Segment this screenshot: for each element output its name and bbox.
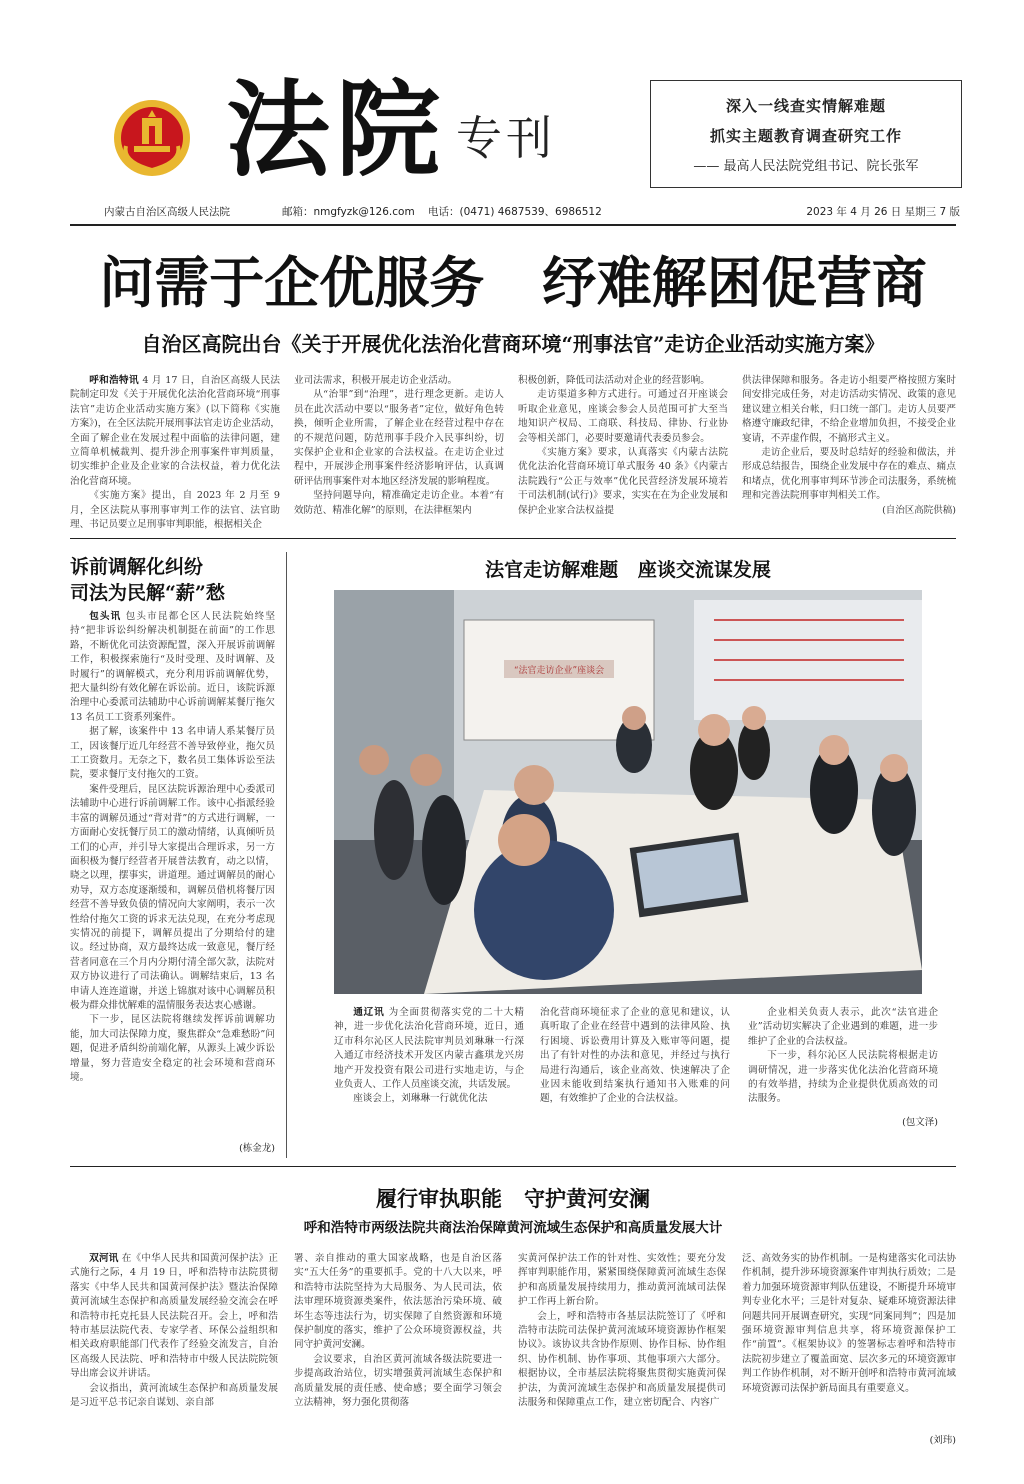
main-headline: 问需于企优服务 纾难解困促营商 [99,250,927,315]
masthead-title-main: 法院 [226,68,447,191]
bottom-article-signature: (刘玮) [929,1435,956,1446]
left-article-dateline: 包头讯 [89,611,122,622]
court-emblem [112,98,192,178]
bottom-article-title: 履行审执职能 守护黄河安澜 [376,1186,650,1211]
masthead-info-bar [104,204,960,220]
publisher: 内蒙古自治区高级人民法院 [104,206,230,218]
photo-article-col-2: 治化营商环境征求了企业的意见和建议，认真听取了企业在经营中遇到的法律风险、执行困境、诉讼费用计算及入账审等问题，提出了有针对性的办法和意见，并经过与执行局进行沟通后，该企业高效、快速解决了企业因未能收到结案执行通知书入账难的问题，有效维护了企业的合法权益。 [540,1007,730,1105]
photo-article-signature: (包文泽) [902,1117,938,1128]
lead-article-col-2: 业司法需求，积极开展走访企业活动。 从“治罪”到“治理”，进行理念更新。走访人员在此次活动中要以“服务者”定位，做好角色转换，倾听企业所需，了解企业在经营过程中存在的不规范问题，防范刑事手段介入民事纠纷，切实保护企业和企业家的合法权益。在走访企业过程中，开展涉企刑事案件经济影响评估，认真调研评估刑事案件对本地区经济发展的影响程度。 坚持问题导向，精准确定走访企业。本着“有效防范、精准化解”的原则，在法律框架内 [294,375,504,516]
section-rule-2 [70,1166,956,1167]
left-article-body: 包头讯 包头市昆都仑区人民法院始终坚持“把非诉讼纠纷解决机制挺在前面”的工作思路，不断优化司法资源配置，深入开展诉前调解工作，积极探索施行“及时受理、及时调解、及时履行”的调解模式，充分利用诉前调解优势，把大量纠纷有效化解在诉讼前。近日，该院诉源治理中心委派司法辅助中心诉前调解某餐厅拖欠 13 名员工工资系列案件。 据了解，该案件中 13 名申请人系某餐厅员工，因该餐厅近几年经营不善导致停业，拖欠员工工资数月。无奈之下，数名员工集体诉讼至法院，要求餐厅支付拖欠的工资。 案件受理后，昆区法院诉源治理中心委派司法辅助中心进行诉前调解工作。该中心指派经验丰富的调解员通过“背对背”的方式进行调解，一方面耐心安抚餐厅员工的激动情绪，认真倾听员工们的心声，并引导大家提出合理诉求，另一方面积极为餐厅经营者开展普法教育，动之以情，晓之以理，摆事实，讲道理。通过调解员的耐心劝导，双方态度逐渐缓和，调解员借机将餐厅因经营不善导致负债的情况向大家阐明，表示一次性给付拖欠工资的诉求无法兑现，在充分考虑现实情况的前提下，调解员提出了分期给付的建议。经过协商，双方最终达成一致意见，餐厅经营者同意在三个月内分期付清全部欠款，法院对双方协议进行了司法确认。调解结束后，13 名申请人连连道谢，并送上锦旗对该中心调解员积极为群众排忧解难的温情服务表达衷心感谢。 下一步，昆区法院将继续发挥诉前调解功能，加大司法保障力度，聚焦群众“急难愁盼”问题，促进矛盾纠纷前端化解，从源头上减少诉讼增量，努力营造安全稳定的社会环境和营商环境。 [70,611,275,1083]
lead-article-signature: (自治区高院供稿) [882,504,956,516]
meeting-photo [334,590,922,994]
left-column-divider [286,552,287,1158]
quote-line-2: 抓实主题教育调查研究工作 [709,127,902,145]
left-article-title [70,554,290,606]
lead-article-dateline: 呼和浩特讯 [89,375,139,386]
photo-section-title: 法官走访解难题 座谈交流谋发展 [485,559,771,581]
left-article-title-line-1: 诉前调解化纠纷 [70,556,204,578]
masthead-title [226,70,446,190]
screen-text: “法官走访企业”座谈会 [513,666,605,676]
photo-article-col-3: 企业相关负责人表示，此次“法官进企业”活动切实解决了企业遇到的难题，进一步维护了企业的合法权益。 下一步，科尔沁区人民法院将根据走访调研情况，进一步落实优化法治化营商环境的有效举措，持续为企业提供优质高效的司法服务。 [748,1007,938,1105]
masthead-rule [70,224,956,226]
lead-article-col-4: 供法律保障和服务。各走访小组要严格按照方案时间安排完成任务，对走访活动实情况、政策的意见建议建立相关台帐，归口统一部门。走访人员要严格遵守廉政纪律，不给企业增加负担，不接受企业宴请，不弄虚作假，不搞形式主义。 走访企业后，要及时总结好的经验和做法，并形成总结报告，围绕企业发展中存在的难点、痛点和堵点，优化刑事审判环节涉企司法服务，系统梳理和完善法院刑事审判相关工作。 (自治区高院供稿) [742,374,956,526]
issue-date: 2023 年 4 月 26 日 星期三 7 版 [806,206,960,218]
phone: 电话：(0471) 4687539、6986512 [428,206,602,218]
masthead-subtitle: 专刊 [456,111,556,165]
photo-article-dateline: 通辽讯 [353,1007,385,1018]
bottom-article-col-3: 实黄河保护法工作的针对性、实效性；要充分发挥审判职能作用，紧紧围绕保障黄河流域生态保护和高质量发展持续用力，推动黄河流域司法保护工作再上新台阶。 会上，呼和浩特市各基层法院签订了《呼和浩特市法院司法保护黄河流域环境资源协作框架协议》。该协议共含协作原则、协作目标、协作组织、协作机制、协作事项、其他事项六大部分。根据协议，全市基层法院将聚焦贯彻实施黄河保护法，为黄河流域生态保护和高质量发展提供司法服务和保障重点工作，建立密切配合、内容广 [518,1253,726,1409]
email: 邮箱：nmgfyzk@126.com [282,206,415,218]
quote-box [650,80,962,188]
bottom-article-col-2: 署、亲自推动的重大国家战略，也是自治区落实“五大任务”的重要抓手。党的十八大以来，呼和浩特市法院坚持为大局服务、为人民司法，依法审理环境资源类案件，依法惩治污染环境、破坏生态等违法行为，切实保障了自然资源和环境保护制度的落实，维护了公众环境资源权益，共同守护黄河安澜。 会议要求，自治区黄河流域各级法院要进一步提高政治站位，切实增强黄河流域生态保护和高质量发展的责任感、使命感；要全面学习领会立法精神，努力强化贯彻落 [294,1253,502,1409]
left-article-title-line-2: 司法为民解“薪”愁 [70,582,225,604]
quote-line-1: 深入一线查实情解难题 [725,97,886,115]
lead-article-col-1: 呼和浩特讯 4 月 17 日，自治区高级人民法院制定印发《关于开展优化法治化营商环境“刑事法官”走访企业活动实施方案》(以下简称《实施方案》)，在全区法院开展刑事法官走访企业活动，全面了解企业在发展过程中面临的法律问题，建立简单机械裁判、提升涉企刑事案件审判质量，切实维护企业及企业家的合法权益，着力优化法治化营商环境。 《实施方案》提出，自 2023 年 2 月至 9 月，全区法院从事刑事审判工作的法官、法官助理、书记员要立足刑事审判职能，根据相关企 [70,375,281,531]
bottom-article-col-4: 泛、高效务实的协作机制。一是构建落实化司法协作机制，提升涉环境资源案件审判执行质效；二是着力加强环境资源审判队伍建设，不断提升环境审判专业化水平；三是针对复杂、疑难环境资源法律问题共同开展调查研究，实现“同案同判”；四是加强环境资源审判信息共享，将环境资源保护工作“前置”。《框架协议》的签署标志着呼和浩特市法院初步建立了覆盖面宽、层次多元的环境资源审判工作协作机制，对不断开创呼和浩特市黄河流域环境资源司法保护新局面具有重要意义。 [742,1253,956,1394]
bottom-article-col-1: 双河讯 在《中华人民共和国黄河保护法》正式施行之际，4 月 19 日，呼和浩特市法院贯彻落实《中华人民共和国黄河保护法》暨法治保障黄河流域生态保护和高质量发展经验交流会在呼和浩特市托克托县人民法院召开。会上，呼和浩特市基层法院代表、专家学者、环保公益组织和相关政府职能部门代表作了经验交流发言，自治区高级人民法院、呼和浩特市中级人民法院院领导出席会议并讲话。 会议指出，黄河流域生态保护和高质量发展是习近平总书记亲自谋划、亲自部 [70,1253,279,1409]
court-emblem-icon [112,98,192,178]
lead-article-col-3: 积极创新，降低司法活动对企业的经营影响。 走访渠道多种方式进行。可通过召开座谈会听取企业意见，座谈会参会人员范围可扩大至当地知识产权局、工商联、科技局、律协、行业协会等相关部门，必要时要邀请代表委员参会。 《实施方案》要求，认真落实《内蒙古法院优化法治化营商环境订单式服务 40 条》《内蒙古法院践行“公正与效率”优化民营经济发展环境若干司法机制(试行)》要求，实实在在为企业发展和保护企业家合法权益提 [518,375,728,516]
main-subheadline: 自治区高院出台《关于开展优化法治化营商环境“刑事法官”走访企业活动实施方案》 [141,332,885,356]
quote-source: —— 最高人民法院党组书记、院长张军 [693,159,919,174]
meeting-photo-image [334,590,922,994]
photo-article-col-1: 通辽讯 为全面贯彻落实党的二十大精神，进一步优化法治化营商环境，近日，通辽市科尔沁区人民法院审判员刘琳琳一行深入通辽市经济技术开发区内蒙古鑫琪龙兴房地产开发投资有限公司进行实地走访，与企业负责人、工作人员座谈交流，共话发展。 座谈会上，刘琳琳一行就优化法 [334,1007,524,1105]
bottom-article-subtitle: 呼和浩特市两级法院共商法治保障黄河流域生态保护和高质量发展大计 [303,1220,723,1236]
section-rule-1 [70,538,956,539]
left-article-signature: (栋金龙) [239,1143,275,1154]
bottom-article-dateline: 双河讯 [89,1253,119,1264]
